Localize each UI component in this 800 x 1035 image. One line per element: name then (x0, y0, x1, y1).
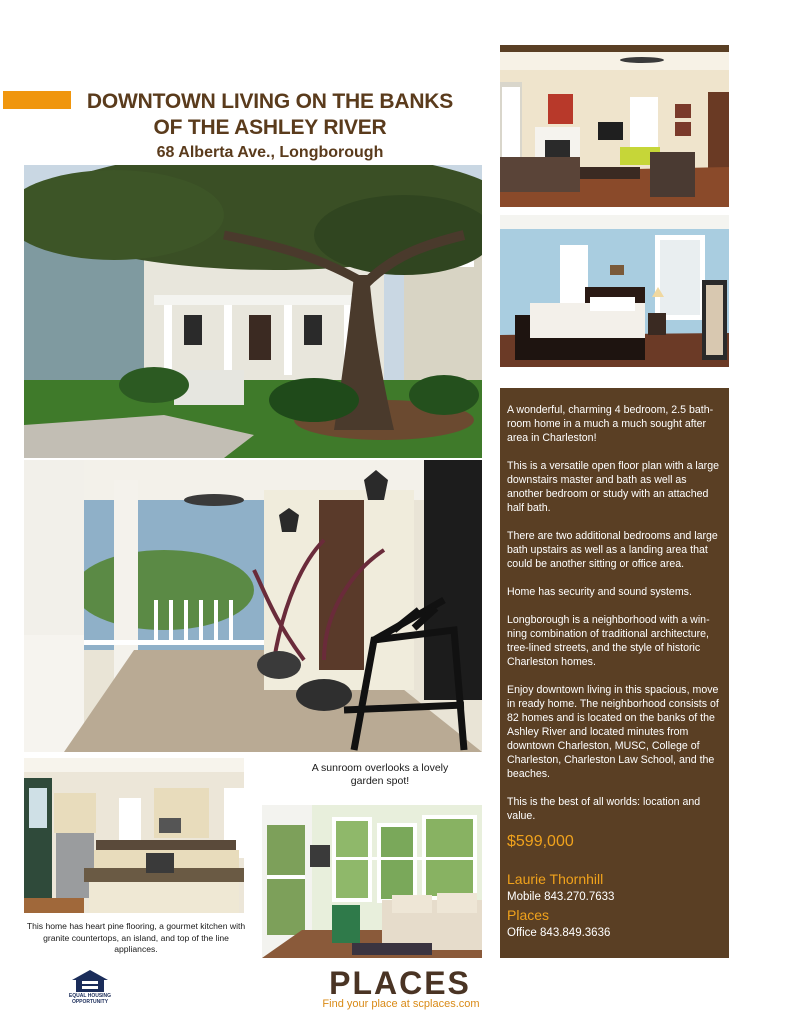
equal-housing-text: EQUAL HOUSING OPPORTUNITY (68, 993, 112, 1005)
agent-name: Laurie Thornhill (507, 871, 604, 887)
kitchen-photo (24, 758, 244, 913)
description-paragraph: This is a versatile open floor plan with a large downstairs master and bath as well as another bedroom or study with an attached half bath. (507, 460, 719, 514)
places-logo-text: PLACES (329, 966, 471, 998)
description-paragraph: This is the best of all worlds: location and value. (507, 796, 701, 822)
property-address: 68 Alberta Ave., Longborough (156, 144, 384, 161)
description-paragraph: Home has security and sound systems. (507, 586, 692, 598)
brokerage-name: Places (507, 907, 550, 923)
description-paragraph: A wonderful, charming 4 bedroom, 2.5 bath-room home in a much a much sought after area in Charleston! (507, 404, 714, 444)
accent-bar (3, 91, 71, 109)
headline-line-2: OF THE ASHLEY RIVER (153, 116, 387, 139)
office-phone: Office 843.849.3636 (507, 927, 611, 939)
footer-tagline: Find your place at scplaces.com (322, 998, 480, 1010)
sunroom-caption: A sunroom overlooks a lovely garden spot! (311, 762, 449, 787)
exterior-photo (24, 165, 482, 458)
agent-mobile: Mobile 843.270.7633 (507, 891, 615, 903)
side-top-bar (500, 45, 729, 52)
listing-price: $599,000 (507, 833, 574, 850)
porch-photo (24, 460, 482, 752)
headline-line-1: DOWNTOWN LIVING ON THE BANKS (86, 90, 454, 113)
description-paragraph: Longborough is a neighborhood with a win-ning combination of traditional architecture, tree-lined streets, and the style of historic Charleston homes. (507, 614, 710, 668)
description-paragraph: There are two additional bedrooms and large bath upstairs as well as a landing area that could be another sitting or office area. (507, 530, 718, 570)
description-text (507, 403, 725, 837)
headline (80, 89, 460, 163)
bedroom-photo (500, 215, 729, 367)
sunroom-photo (262, 805, 482, 958)
living-room-photo (500, 52, 729, 207)
description-paragraph: Enjoy downtown living in this spacious, move in ready home. The neighborhood consists of 82 homes and is located on the banks of the Ashley River and located minutes from downtown Charleston, MUSC, College of Charleston, Charleston Law School, and the beaches. (507, 684, 719, 780)
places-logo (314, 966, 486, 998)
kitchen-caption: This home has heart pine flooring, a gourmet kitchen with granite countertops, an island, and top of the line appliances. (26, 921, 246, 954)
